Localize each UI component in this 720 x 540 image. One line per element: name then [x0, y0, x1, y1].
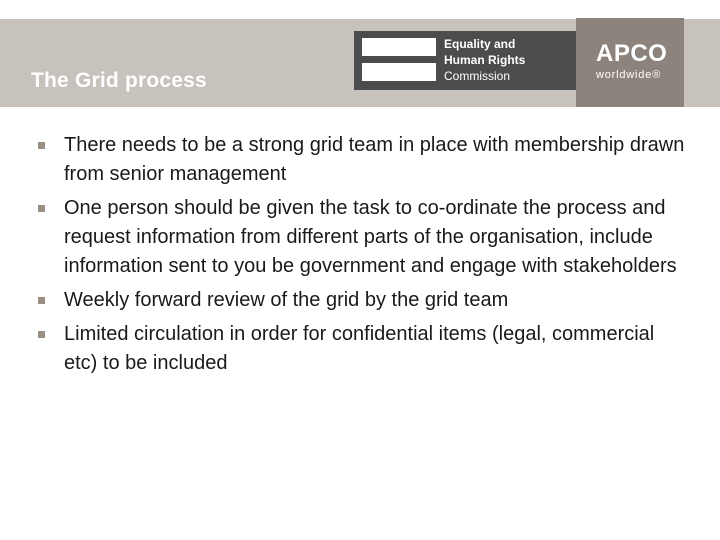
bullet-item	[38, 131, 688, 189]
bullet-list	[38, 131, 688, 383]
slide-title: The Grid process	[31, 69, 207, 92]
ehrc-logo-bar-top	[362, 38, 436, 56]
apco-logo-subtitle: worldwide®	[596, 69, 662, 81]
ehrc-logo-line3: Commission	[444, 69, 511, 83]
ehrc-logo-bar-bottom	[362, 63, 436, 81]
bullet-text: There needs to be a strong grid team in place with membership drawn from senior management	[64, 134, 685, 185]
apco-logo	[576, 18, 684, 107]
bullet-item	[38, 286, 688, 315]
bullet-text: Limited circulation in order for confidential items (legal, commercial etc) to be included	[64, 323, 655, 374]
square-bullet-icon	[38, 205, 45, 212]
square-bullet-icon	[38, 331, 45, 338]
bullet-text: Weekly forward review of the grid by the grid team	[64, 289, 509, 311]
bullet-item	[38, 320, 688, 378]
ehrc-logo	[354, 31, 576, 90]
apco-logo-name: APCO	[596, 40, 668, 67]
square-bullet-icon	[38, 142, 45, 149]
bullet-item	[38, 194, 688, 281]
bullet-text: One person should be given the task to co-ordinate the process and request information from different parts of the organisation, include information sent to you be government and engage with stakeholders	[64, 197, 677, 277]
ehrc-logo-text	[444, 36, 574, 84]
ehrc-logo-line2: Human Rights	[444, 53, 526, 67]
square-bullet-icon	[38, 297, 45, 304]
ehrc-logo-line1: Equality and	[444, 37, 516, 51]
